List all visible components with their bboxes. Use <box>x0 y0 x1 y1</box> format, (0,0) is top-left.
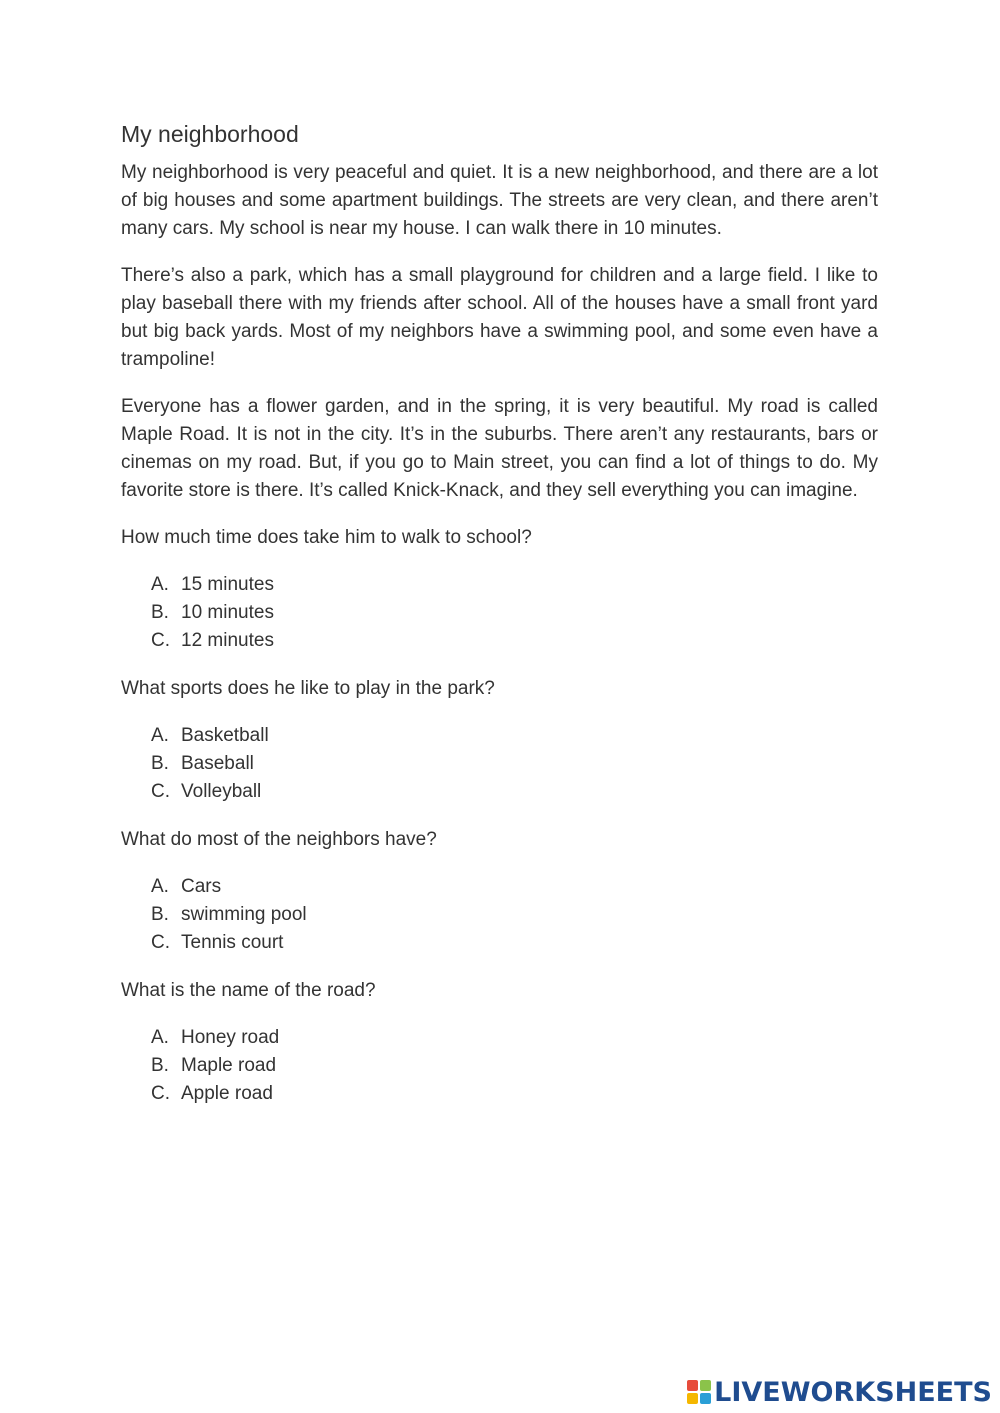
option-text: 12 minutes <box>181 630 274 651</box>
answer-option[interactable] <box>151 1024 878 1052</box>
answer-option[interactable] <box>151 929 878 957</box>
answer-option[interactable] <box>151 873 878 901</box>
answer-options <box>121 1024 878 1108</box>
option-text: 15 minutes <box>181 574 274 595</box>
answer-option[interactable] <box>151 1080 878 1108</box>
logo-tile <box>700 1380 711 1391</box>
option-text: Cars <box>181 876 222 897</box>
question-text: What sports does he like to play in the park? <box>121 678 495 699</box>
option-text: Honey road <box>181 1027 280 1048</box>
question-block <box>121 977 878 1108</box>
answer-option[interactable] <box>151 901 878 929</box>
answer-option[interactable] <box>151 1052 878 1080</box>
option-text: Tennis court <box>181 932 284 953</box>
option-text: swimming pool <box>181 904 307 925</box>
option-text: Basketball <box>181 725 269 746</box>
answer-option[interactable] <box>151 627 878 655</box>
option-letter: B. <box>151 904 169 925</box>
question-text: What do most of the neighbors have? <box>121 829 437 850</box>
answer-options <box>121 571 878 655</box>
question-text: What is the name of the road? <box>121 980 376 1001</box>
option-text: Maple road <box>181 1055 277 1076</box>
option-letter: A. <box>151 876 169 897</box>
worksheet-page <box>121 118 878 1128</box>
answer-option[interactable] <box>151 571 878 599</box>
option-text: Apple road <box>181 1083 273 1104</box>
question-block <box>121 524 878 655</box>
liveworksheets-logo-icon <box>687 1380 711 1404</box>
answer-option[interactable] <box>151 750 878 778</box>
option-letter: C. <box>151 630 170 651</box>
option-letter: A. <box>151 725 169 746</box>
question-text: How much time does take him to walk to school? <box>121 527 532 548</box>
question-block <box>121 675 878 806</box>
option-letter: A. <box>151 574 169 595</box>
answer-options <box>121 722 878 806</box>
option-letter: B. <box>151 1055 169 1076</box>
option-letter: C. <box>151 781 170 802</box>
page-title: My neighborhood <box>121 121 299 147</box>
option-letter: C. <box>151 932 170 953</box>
option-letter: A. <box>151 1027 169 1048</box>
paragraph: My neighborhood is very peaceful and quiet. It is a new neighborhood, and there are a lot of big houses and some apartment buildings. The streets are very clean, and there aren’t many cars. My school is near my house. I can walk there in 10 minutes. <box>121 162 878 239</box>
logo-tile <box>700 1393 711 1404</box>
answer-option[interactable] <box>151 778 878 806</box>
logo-tile <box>687 1380 698 1391</box>
option-letter: B. <box>151 753 169 774</box>
option-text: 10 minutes <box>181 602 274 623</box>
option-letter: B. <box>151 602 169 623</box>
answer-option[interactable] <box>151 599 878 627</box>
paragraph: Everyone has a flower garden, and in the spring, it is very beautiful. My road is called Maple Road. It is not in the city. It’s in the suburbs. There aren’t any restaurants, bars or cinemas on my road. But, if you go to Main street, you can find a lot of things to do. My favorite store is there. It’s called Knick-Knack, and they sell everything you can imagine. <box>121 396 878 501</box>
answer-options <box>121 873 878 957</box>
paragraph: There’s also a park, which has a small playground for children and a large field. I like to play baseball there with my friends after school. All of the houses have a small front yard but big back yards. Most of my neighbors have a swimming pool, and some even have a trampoline! <box>121 265 878 370</box>
option-text: Baseball <box>181 753 254 774</box>
question-block <box>121 826 878 957</box>
logo-tile <box>687 1393 698 1404</box>
option-letter: C. <box>151 1083 170 1104</box>
answer-option[interactable] <box>151 722 878 750</box>
logo-text: LIVEWORKSHEETS <box>714 1376 992 1408</box>
liveworksheets-logo[interactable] <box>687 1375 992 1409</box>
option-text: Volleyball <box>181 781 262 802</box>
